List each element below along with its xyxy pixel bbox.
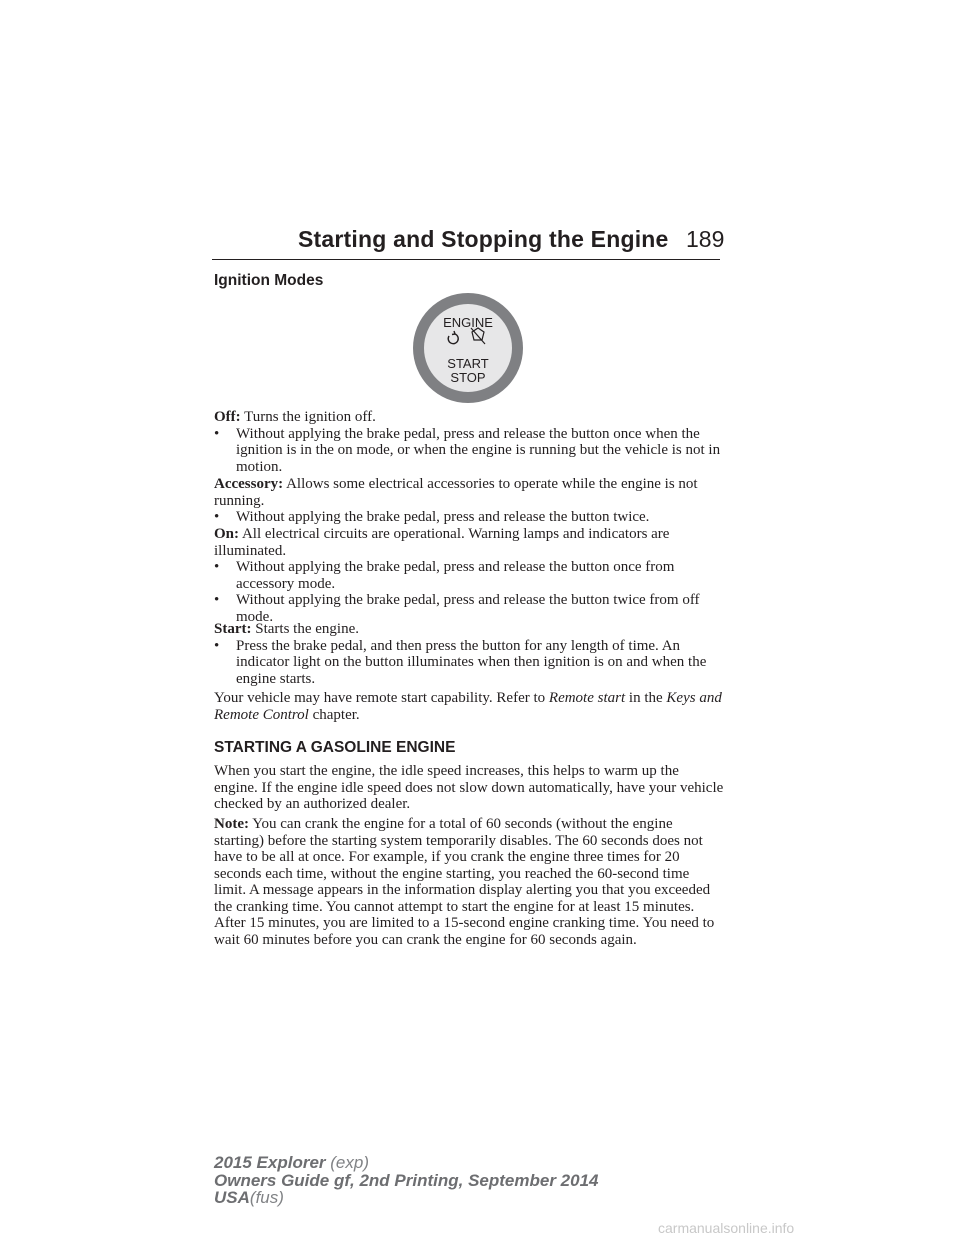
footer-guide: Owners Guide gf, 2nd Printing, September 2014 (214, 1170, 599, 1190)
mode-start-bullet: • Press the brake pedal, and then press the button for any length of time. An indicator light on the button illuminates when then ignition is on and when the engine starts. (214, 637, 707, 687)
bullet-mark: • (214, 509, 220, 525)
bullet-mark: • (214, 637, 220, 654)
footer-model-code: (exp) (330, 1153, 369, 1172)
mode-start (214, 621, 724, 687)
mode-on-text: All electrical circuits are operational. Warning lamps and indicators are illuminated. (214, 526, 670, 559)
header-divider (212, 259, 720, 260)
ignition-modes-heading: Ignition Modes (214, 272, 324, 289)
page-title: Starting and Stopping the Engine (298, 226, 669, 252)
footer-model: 2015 Explorer (214, 1153, 326, 1172)
mode-start-term: Start: (214, 621, 252, 637)
footer-market: USA (214, 1188, 250, 1207)
mode-off-bullet: • Without applying the brake pedal, press and release the button once when the ignition is in the on mode, or when the engine is running but the vehicle is not in motion. (214, 425, 721, 475)
remote-start-reference: Remote start (548, 690, 626, 706)
mode-accessory-text: Allows some electrical accessories to operate while the engine is not running. (214, 476, 698, 509)
bullet-mark: • (214, 559, 220, 575)
page-number: 189 (686, 226, 725, 252)
mode-accessory-term: Accessory: (214, 476, 284, 492)
gasoline-engine-heading: STARTING A GASOLINE ENGINE (214, 739, 456, 756)
mode-on-bullet-2: • Without applying the brake pedal, press and release the button twice from off mode. (214, 592, 700, 625)
bullet-mark: • (214, 592, 220, 608)
button-label-engine: ENGINE (443, 315, 493, 330)
watermark: carmanualsonline.info (658, 1220, 795, 1236)
mode-accessory-bullet: • Without applying the brake pedal, press and release the button twice. (214, 509, 650, 525)
mode-start-text: Starts the engine. (255, 621, 359, 637)
note-text: You can crank the engine for a total of 60 seconds (without the engine starting) before the starting system temporarily disables. The 60 seconds does not have to be all at once. For example, if you crank the engine three times for 20 seconds each time, without the engine starting, you reached the 60-second time limit. A message appears in the information display alerting you that you exceeded the cranking time. You cannot attempt to start the engine for at least 15 minutes. After 15 minutes, you are limited to a 15-second engine cranking time. You need to wait 60 minutes before you can crank the engine for 60 seconds again. (214, 816, 715, 948)
mode-off (214, 409, 724, 475)
engine-start-stop-button-figure (412, 292, 524, 404)
mode-off-text: Turns the ignition off. (244, 409, 376, 425)
footer-market-code: (fus) (249, 1188, 284, 1207)
cranking-note (214, 816, 724, 948)
mode-off-term: Off: (214, 409, 241, 425)
button-label-stop: STOP (450, 370, 486, 385)
mode-accessory (214, 476, 724, 526)
note-term: Note: (214, 816, 249, 832)
gasoline-paragraph: When you start the engine, the idle speed increases, this helps to warm up the engine. If the engine idle speed does not slow down automatically, have your vehicle checked by an authorized dealer. (214, 763, 724, 812)
button-label-start: START (447, 356, 489, 371)
mode-on (214, 526, 724, 625)
mode-on-bullet-1: • Without applying the brake pedal, press and release the button once from accessory mode. (214, 559, 675, 592)
mode-on-term: On: (214, 526, 240, 542)
document-footer (214, 1154, 598, 1207)
keys-remote-control-reference: Keys and Remote Control (214, 690, 722, 723)
bullet-mark: • (214, 425, 220, 442)
remote-start-paragraph: Your vehicle may have remote start capability. Refer to Remote start in the Keys and Remote Control chapter. (214, 690, 722, 723)
